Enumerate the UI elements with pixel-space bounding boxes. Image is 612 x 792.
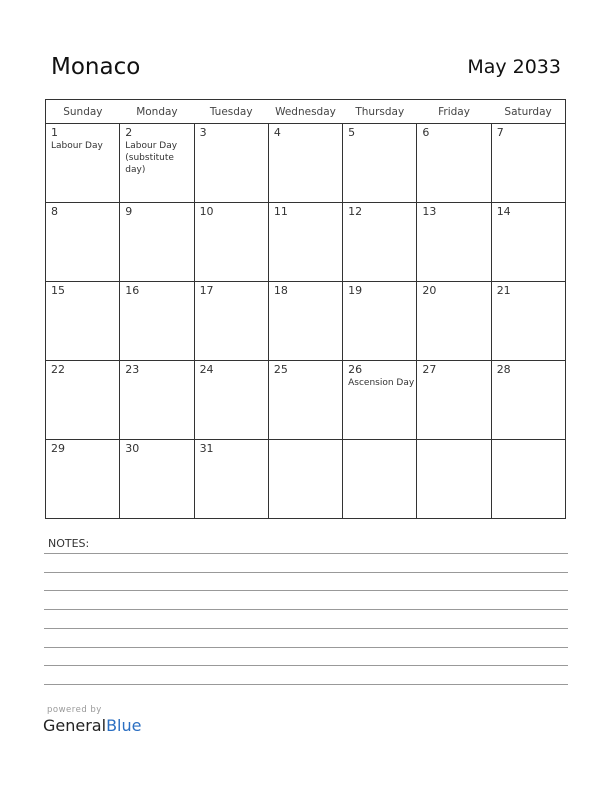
day-number: 14	[496, 205, 511, 218]
day-number: 31	[199, 442, 214, 455]
calendar-day-cell	[120, 440, 194, 519]
day-number: 11	[273, 205, 288, 218]
calendar-day-cell	[194, 124, 268, 203]
calendar-week-row	[46, 440, 566, 519]
day-number: 6	[422, 126, 430, 139]
day-number: 13	[422, 205, 437, 218]
calendar-day-cell	[194, 203, 268, 282]
calendar-day-cell	[46, 440, 120, 519]
day-number: 1	[51, 126, 58, 139]
calendar-day-cell	[417, 282, 491, 361]
calendar-day-cell	[417, 124, 491, 203]
calendar-day-cell	[343, 203, 417, 282]
calendar-day-cell	[268, 440, 342, 519]
calendar-day-cell	[491, 440, 565, 519]
calendar-title: Monaco	[51, 54, 141, 80]
weekday-thursday: Thursday	[343, 100, 417, 124]
month-year-label: May 2033	[467, 56, 561, 78]
notes-label: NOTES:	[48, 537, 90, 550]
calendar-day-cell	[268, 203, 342, 282]
day-number: 26	[348, 363, 363, 376]
calendar-day-cell	[417, 361, 491, 440]
weekday-tuesday: Tuesday	[194, 100, 268, 124]
logo-blue-text: Blue	[106, 716, 142, 735]
notes-line	[44, 665, 568, 666]
day-number: 8	[51, 205, 58, 218]
calendar-week-row	[46, 361, 566, 440]
generalblue-logo	[43, 716, 141, 735]
notes-line	[44, 572, 568, 573]
calendar-week-row	[46, 203, 566, 282]
day-number: 17	[199, 284, 214, 297]
calendar-day-cell	[120, 124, 194, 203]
calendar-day-cell	[491, 282, 565, 361]
calendar-day-cell	[46, 124, 120, 203]
calendar-day-cell	[343, 282, 417, 361]
notes-line	[44, 684, 568, 685]
day-number: 16	[125, 284, 140, 297]
notes-line	[44, 647, 568, 648]
calendar-day-cell	[417, 203, 491, 282]
calendar-day-cell	[194, 361, 268, 440]
calendar-week-row	[46, 282, 566, 361]
calendar-day-cell	[491, 203, 565, 282]
holiday-label: Labour Day (substitute day)	[125, 141, 178, 175]
weekday-saturday: Saturday	[491, 100, 565, 124]
day-number: 20	[422, 284, 437, 297]
day-number: 10	[199, 205, 214, 218]
calendar-day-cell	[491, 361, 565, 440]
weekday-friday: Friday	[417, 100, 491, 124]
day-number: 15	[51, 284, 65, 297]
calendar-day-cell	[120, 361, 194, 440]
calendar-day-cell	[120, 203, 194, 282]
notes-line	[44, 609, 568, 610]
weekday-header-row	[46, 100, 566, 124]
calendar-day-cell	[343, 440, 417, 519]
day-number: 18	[273, 284, 288, 297]
day-number: 29	[51, 442, 65, 455]
calendar-day-cell	[268, 361, 342, 440]
day-number: 12	[348, 205, 363, 218]
powered-by-label: powered by	[47, 705, 102, 715]
day-number: 9	[125, 205, 133, 218]
calendar-day-cell	[194, 282, 268, 361]
calendar-day-cell	[268, 124, 342, 203]
calendar-day-cell	[194, 440, 268, 519]
notes-line	[44, 628, 568, 629]
day-number: 30	[125, 442, 140, 455]
notes-line	[44, 553, 568, 554]
calendar-day-cell	[268, 282, 342, 361]
calendar-grid	[45, 99, 566, 519]
day-number: 3	[199, 126, 207, 139]
holiday-label: Labour Day	[51, 141, 103, 151]
day-number: 27	[422, 363, 437, 376]
day-number: 22	[51, 363, 65, 376]
calendar-day-cell	[46, 282, 120, 361]
weekday-sunday: Sunday	[46, 100, 120, 124]
day-number: 19	[348, 284, 363, 297]
day-number: 2	[125, 126, 133, 139]
day-number: 25	[273, 363, 288, 376]
logo-general-text: General	[43, 716, 107, 735]
calendar-day-cell	[343, 124, 417, 203]
weekday-monday: Monday	[120, 100, 194, 124]
calendar-day-cell	[343, 361, 417, 440]
calendar-day-cell	[46, 203, 120, 282]
calendar-day-cell	[417, 440, 491, 519]
day-number: 4	[273, 126, 281, 139]
weekday-wednesday: Wednesday	[268, 100, 342, 124]
day-number: 5	[348, 126, 356, 139]
day-number: 28	[496, 363, 511, 376]
calendar-day-cell	[491, 124, 565, 203]
day-number: 24	[199, 363, 214, 376]
notes-line	[44, 590, 568, 591]
calendar-week-row	[46, 124, 566, 203]
calendar-day-cell	[120, 282, 194, 361]
day-number: 23	[125, 363, 140, 376]
day-number: 7	[496, 126, 504, 139]
holiday-label: Ascension Day	[348, 378, 415, 388]
day-number: 21	[496, 284, 511, 297]
calendar-day-cell	[46, 361, 120, 440]
